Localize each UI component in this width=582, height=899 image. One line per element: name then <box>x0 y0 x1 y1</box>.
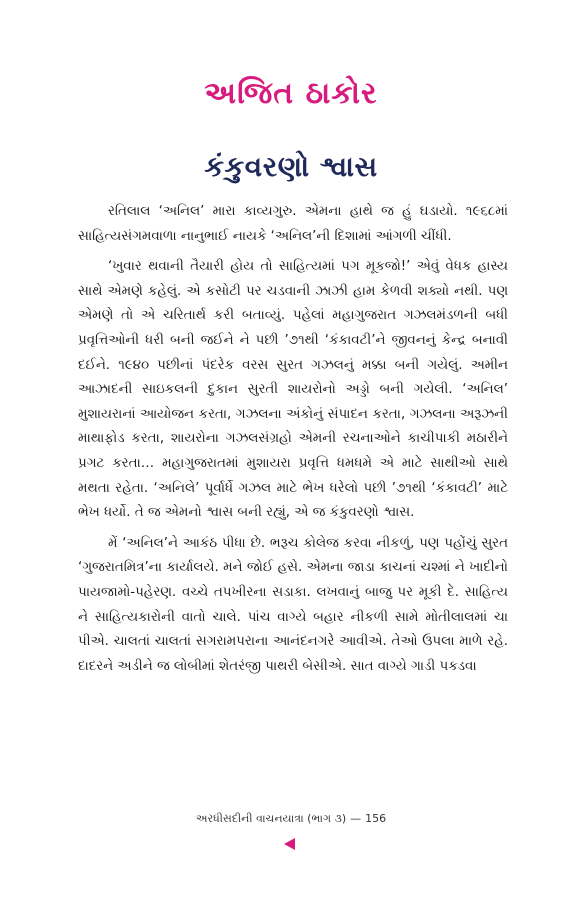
paragraph: રતિલાલ ‘અનિલ’ મારા કાવ્યગુરુ. એમના હાથે જ હું ઘડાયો. ૧૯૬૮માં સાહિત્યસંગમવાળા નાનુભાઈ નાયકે ‘અનિલ’ની દિશામાં આંગળી ચીંધી. <box>78 204 508 244</box>
author-name: અજિત ઠાકોર <box>204 76 378 111</box>
paragraph: ‘ખુવાર થવાની તૈયારી હોય તો સાહિત્યમાં પગ મૂકજો!’ એવું વેધક હાસ્ય સાથે એમણે કહેલું. એ કસોટી પર ચડવાની ઝાઝી હામ કેળવી શક્યો નથી. પણ એમણે તો એ ચરિતાર્થ કરી બતાવ્યું. પહેલાં મહાગુજરાત ગઝલમંડળની બધી પ્રવૃત્તિઓની ધરી બની જઈને ને પછી ’૭૧થી ‘કંકાવટી’ને જીવનનું કેન્દ્ર બનાવી દઈને. ૧૯૪૦ પછીનાં પંદરેક વરસ સુરત ગઝલનું મક્કા બની ગયેલું. અમીન આઝાદની સાઇકલની દુકાન સુરતી શાયરોનો અડ્ડો બની ગયેલી. ‘અનિલ’ મુશાયરાનાં આયોજન કરતા, ગઝલના અંકોનું સંપાદન કરતા, ગઝલના અરૂઝની માથાફોડ કરતા, શાયરોના ગઝલસંગ્રહો એમની રચનાઓને કાચીપાકી મઠારીને પ્રગટ કરતા… મહાગુજરાતમાં મુશાયરા પ્રવૃત્તિ ધમધમે એ માટે સાથીઓ સાથે મથતા રહેતા. ‘અનિલે’ પૂર્વાર્ધે ગઝલ માટે ભેખ ધરેલો પછી ’૭૧થી ‘કંકાવટી’ માટે ભેખ ધર્યો. તે જ એમનો શ્વાસ બની રહ્યું, એ જ કંકુવરણો શ્વાસ. <box>78 259 508 521</box>
paragraph: મેં ‘અનિલ’ને આકંઠ પીધા છે. ભરૂચ કોલેજ કરવા નીકળું, પણ પહોંચું સુરત ‘ગુજરાતમિત્ર’ના કાર્યાલયે. મને જોઈ હસે. એમના જાડા કાચનાં ચશ્માં ને ખાદીનો પાયજામો-પહેરણ. વચ્ચે તપખીરના સડાકા. લખવાનું બાજુ પર મૂકી દે. સાહિત્ય ને સાહિત્યકારોની વાતો ચાલે. પાંચ વાગ્યે બહાર નીકળી સામે મોતીલાલમાં ચા પીએ. ચાલતાં ચાલતાં સગરામપરાના આનંદનગરે આવીએ. તેઓ ઉપલા માળે રહે. દાદરને અડીને જ લોબીમાં શેતરંજી પાથરી બેસીએ. સાત વાગ્યે ગાડી પકડવા <box>78 535 508 674</box>
page-number: 156 <box>365 812 387 825</box>
page-footer <box>0 812 582 826</box>
book-title: અરધીસદીની વાચનયાત્રા (ભાગ ૩) <box>195 812 347 825</box>
footer-separator: — <box>350 812 362 825</box>
chapter-body <box>78 200 508 685</box>
chapter-title: કંકુવરણો શ્વાસ <box>204 150 378 183</box>
previous-page-icon[interactable] <box>284 838 295 850</box>
